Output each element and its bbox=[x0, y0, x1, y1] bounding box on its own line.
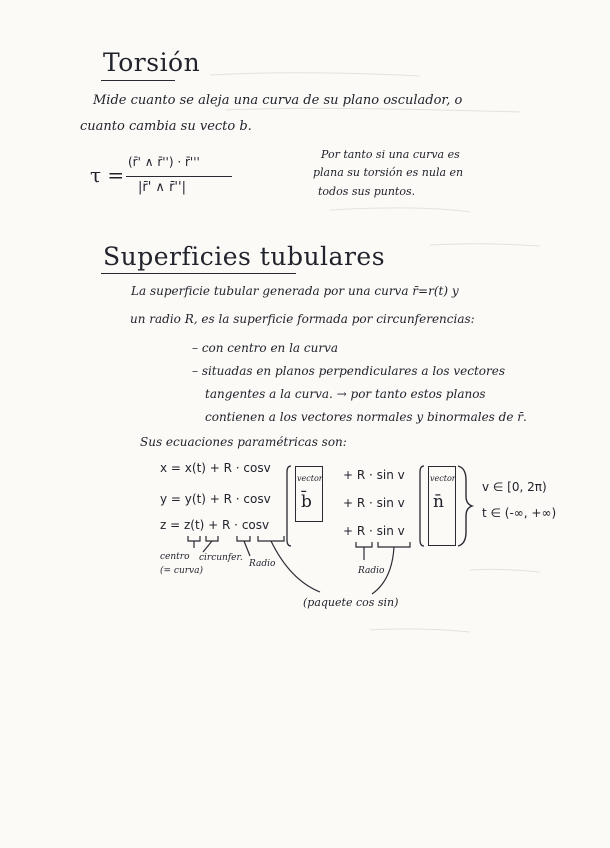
tubular-intro-line1: La superficie tubular generada por una curva r̄=r(t) y bbox=[131, 284, 459, 298]
torsion-formula-numerator: (r̄' ∧ r̄'') · r̄''' bbox=[128, 155, 200, 169]
tubular-bullet-center: – con centro en la curva bbox=[192, 341, 339, 355]
connector-sin-to-paquete bbox=[372, 547, 394, 594]
vector-b-symbol: b̄ bbox=[301, 492, 312, 512]
underbrace-t-tick bbox=[203, 541, 212, 552]
torsion-definition-line1: Mide cuanto se aleja una curva de su plano osculador, o bbox=[93, 93, 463, 108]
label-radio-cos: Radio bbox=[249, 559, 276, 569]
tubular-bullet-planes-line1: – situadas en planos perpendiculares a los vectores bbox=[192, 364, 506, 378]
torsion-note-line2: plana su torsión es nula en bbox=[313, 166, 464, 179]
range-v: v ∈ [0, 2π) bbox=[482, 480, 547, 494]
bleed-through-marks bbox=[210, 73, 540, 632]
box-b-bracket bbox=[287, 466, 291, 546]
tubular-bullet-planes-line2: tangentes a la curva. → por tanto estos planos bbox=[205, 387, 486, 401]
underbrace-sinv bbox=[378, 542, 410, 547]
vector-b-box-label: vector bbox=[297, 474, 323, 483]
torsion-heading: Torsión bbox=[103, 48, 201, 77]
label-centro-curva: (= curva) bbox=[160, 566, 204, 576]
right-curly-brace bbox=[458, 466, 472, 546]
equation-y-cos: y = y(t) + R · cosv bbox=[160, 492, 271, 506]
label-radio-sin: Radio bbox=[358, 566, 385, 576]
equation-z-cos: z = z(t) + R · cosv bbox=[160, 518, 270, 532]
underbrace-cosv bbox=[258, 536, 284, 541]
parametric-equations-title: Sus ecuaciones paramétricas son: bbox=[140, 435, 347, 449]
label-centro: centro bbox=[160, 552, 190, 562]
tubular-intro-line2: un radio R, es la superficie formada por circunferencias: bbox=[130, 312, 475, 326]
tubular-heading: Superficies tubulares bbox=[103, 242, 386, 271]
underbrace-z bbox=[188, 536, 200, 541]
equation-z-sin: + R · sin v bbox=[343, 524, 405, 538]
label-paquete-cos-sin: (paquete cos sin) bbox=[303, 596, 399, 609]
connector-cos-to-paquete bbox=[271, 541, 320, 592]
equation-x-cos: x = x(t) + R · cosv bbox=[160, 461, 271, 475]
underbrace-R-sin bbox=[356, 542, 372, 547]
torsion-note-line3: todos sus puntos. bbox=[318, 185, 416, 198]
vector-n-box-label: vector bbox=[430, 474, 456, 483]
box-n-bracket bbox=[420, 466, 424, 546]
torsion-definition-line2: cuanto cambia su vecto b. bbox=[80, 119, 252, 134]
vector-n-symbol: n̄ bbox=[433, 492, 444, 512]
equation-x-sin: + R · sin v bbox=[343, 468, 405, 482]
equation-y-sin: + R · sin v bbox=[343, 496, 405, 510]
tubular-bullet-planes-line3: contienen a los vectores normales y binormales de r̄. bbox=[205, 410, 527, 424]
label-circunferencia: circunfer. bbox=[199, 553, 243, 563]
underbrace-R-cos bbox=[237, 536, 250, 541]
torsion-formula-denominator: |r̄' ∧ r̄''| bbox=[138, 180, 186, 195]
range-t: t ∈ (-∞, +∞) bbox=[482, 506, 557, 520]
torsion-formula-lhs: τ = bbox=[90, 163, 125, 187]
underbrace-R-cos-tick bbox=[244, 541, 250, 556]
torsion-note-line1: Por tanto si una curva es bbox=[321, 148, 460, 161]
underbrace-t bbox=[206, 536, 218, 541]
